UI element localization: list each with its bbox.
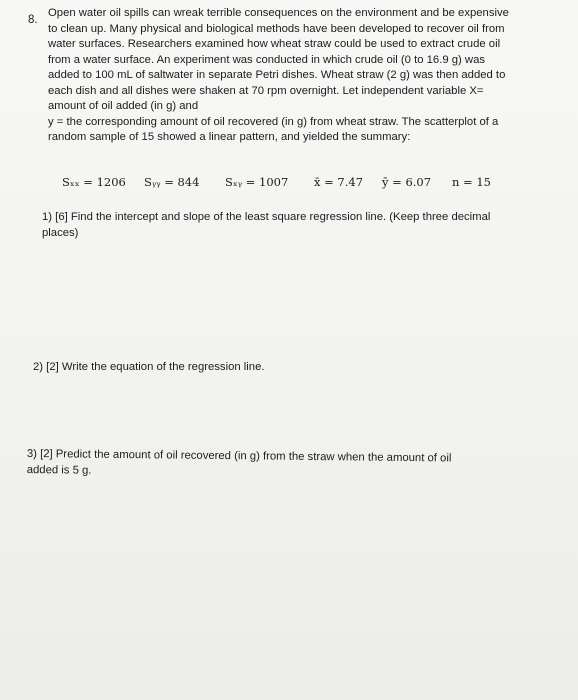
intro-line: amount of oil added (in g) and bbox=[48, 100, 199, 112]
question-intro bbox=[48, 6, 528, 146]
stat-sxy: Sₓᵧ = 1007 bbox=[225, 175, 289, 189]
part-1-line: 1) [6] Find the intercept and slope of the least square regression line. (Keep three decimal bbox=[42, 211, 491, 223]
part-2-line: 2) [2] Write the equation of the regression line. bbox=[33, 361, 265, 373]
intro-line: added to 100 mL of saltwater in separate Petri dishes. Wheat straw (2 g) was then added to bbox=[48, 69, 506, 81]
intro-line: random sample of 15 showed a linear pattern, and yielded the summary: bbox=[48, 131, 411, 143]
part-3 bbox=[27, 447, 452, 482]
stat-sxx: Sₓₓ = 1206 bbox=[62, 175, 126, 189]
intro-line: y = the corresponding amount of oil recovered (in g) from wheat straw. The scatterplot of a bbox=[48, 115, 499, 128]
stat-n: n = 15 bbox=[452, 175, 491, 189]
part-3-line: 3) [2] Predict the amount of oil recovered (in g) from the straw when the amount of oil bbox=[26, 447, 452, 465]
stat-syy: Sᵧᵧ = 844 bbox=[144, 175, 200, 189]
part-1 bbox=[42, 210, 490, 241]
stat-xbar: x̄ = 7.47 bbox=[314, 175, 364, 189]
intro-line: to clean up. Many physical and biological methods have been developed to recover oil from bbox=[48, 22, 505, 35]
intro-line: each dish and all dishes were shaken at 70 rpm overnight. Let independent variable X= bbox=[48, 84, 484, 97]
question-number: 8. bbox=[28, 14, 38, 26]
stat-ybar: ȳ = 6.07 bbox=[382, 175, 432, 189]
part-1-line: places) bbox=[42, 226, 79, 239]
part-3-line: added is 5 g. bbox=[26, 463, 92, 477]
intro-line: from a water surface. An experiment was conducted in which crude oil (0 to 16.9 g) was bbox=[48, 53, 486, 66]
intro-line: Open water oil spills can wreak terrible consequences on the environment and be expensive bbox=[48, 7, 509, 19]
part-2 bbox=[33, 360, 265, 376]
intro-line: water surfaces. Researchers examined how wheat straw could be used to extract crude oil bbox=[48, 38, 501, 50]
